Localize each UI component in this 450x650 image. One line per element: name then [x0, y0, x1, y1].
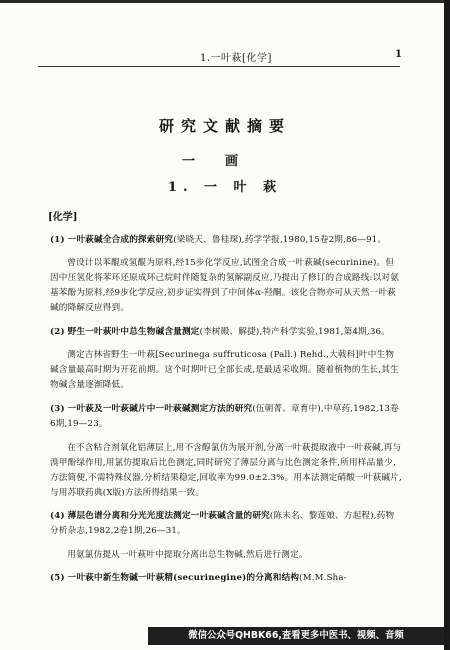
entry-title: 野生一叶萩叶中总生物碱含量测定: [67, 326, 200, 337]
scan-top-edge: [0, 0, 450, 3]
entry-heading: [50, 509, 402, 539]
entry-citation: (M.M.Sha-: [299, 573, 347, 584]
entry-heading: [50, 402, 402, 432]
abstract-list: [50, 224, 402, 595]
entry-number: (3): [50, 403, 65, 414]
section-title: 一画: [181, 154, 268, 169]
entry-heading: [50, 233, 402, 248]
abstract-entry: [50, 233, 402, 317]
entry-body: 在不含粘合剂氧化铝薄层上,用不含醇氯仿为展开剂,分离一叶萩提取液中一叶萩碱,再与溴甲酚绿作用,用氯仿提取后比色测定,同时研究了薄层分离与比色测定条件,所用样品量少,方法简便,不需特殊仪器,分析结果稳定,回收率为99.0±2.3%。用本法测定硝酸一叶萩碱片,与用苏联药典(X版)方法所得结果一致。: [50, 442, 402, 498]
entry-citation: (陈未名、黎莲娘、方起程),药物分析杂志,1982,2卷1期,26—31。: [50, 511, 395, 537]
abstract-entry: [50, 402, 402, 501]
entry-title: 薄层色谱分离和分光光度法测定一叶萩碱含量的研究: [67, 511, 270, 522]
main-title: 研究文献摘要: [158, 117, 291, 135]
entry-title: 一叶萩碱全合成的探索研究: [67, 234, 174, 245]
entry-number: (4): [50, 511, 65, 522]
entry-number: (1): [50, 234, 65, 245]
entry-citation: (梁晓天、鲁桂琛),药学学报,1980,15卷2期,86—91。: [173, 234, 387, 245]
wechat-promo-banner: 微信公众号QHBK66,查看更多中医书、视频、音频: [148, 627, 444, 645]
category-label: [化学]: [48, 212, 78, 223]
abstract-entry: [50, 325, 402, 394]
scan-right-edge: [444, 0, 450, 650]
entry-citation: (李树殿、解捷),特产科学实验,1981,第4期,36。: [199, 326, 390, 337]
abstract-entry: [50, 509, 402, 563]
entry-body: 用氨氯仿提从一叶萩叶中提取分离出总生物碱,然后进行测定。: [67, 549, 308, 560]
entry-citation: (伍朝菁、章育中),中草药,1982,13卷6期,19—23。: [50, 403, 399, 429]
entry-heading: [50, 571, 402, 586]
entry-body: 曾设计以苯醌或氢醌为原料,经15步化学反应,试图全合成一叶萩碱(securinine)。但因中压氢化将苯环还原成环己烷时伴随复杂的氢解副反应,乃提出了修订的合成路线:以对氨基苯酚为原料,经9步化学反应,初步证实得到了中间体α-羟酮。该化合物亦可从天然一叶萩碱的降解反应得到。: [50, 258, 399, 314]
page-number: 1: [395, 49, 402, 60]
abstract-entry: [50, 571, 402, 586]
entry-heading: [50, 325, 402, 340]
running-header: 1.一叶萩[化学]: [200, 53, 272, 64]
entry-title: 一叶萩中新生物碱一叶萩精(securinegine)的分离和结构: [67, 573, 300, 584]
entry-number: (5): [50, 573, 65, 584]
entry-number: (2): [50, 326, 65, 337]
entry-title: 一叶萩及一叶萩碱片中一叶萩碱测定方法的研究: [67, 403, 253, 414]
header-rule: [38, 66, 400, 67]
entry-body: 测定吉林省野生一叶萩[Securinega suffruticosa (Pall.) Rehd.,大戟科]叶中生物碱含量最高时期为开花前期。这个时期叶已全部长成,是最适采收期。随着植物的生长,其生物碱含量逐渐降低。: [50, 350, 399, 391]
sub-title: 1. 一 叶 萩: [167, 180, 283, 195]
